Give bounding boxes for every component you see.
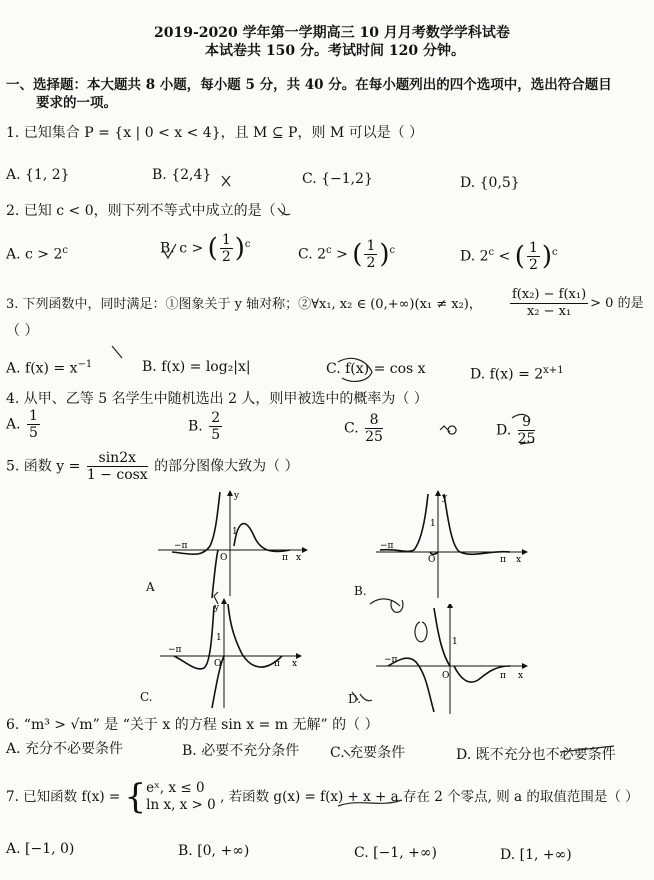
q1-option-d: D. {0,5} bbox=[460, 175, 520, 191]
svg-text:x: x bbox=[296, 553, 302, 563]
q4-option-b: B. $\frac{2}{5}$ bbox=[188, 410, 221, 443]
svg-text:x: x bbox=[292, 659, 298, 669]
q2-option-b: B. c > ( $\frac{1}{2}$ )$^c$ bbox=[160, 232, 251, 265]
q4-option-d: D. $\frac{9}{25}$ bbox=[496, 414, 536, 447]
q3-stem: 3. 下列函数中，同时满足：①图象关于 y 轴对称；②∀x₁, x₂ ∈ (0,+∞)(x₁ ≠ x₂)， bbox=[6, 297, 482, 312]
svg-text:x: x bbox=[518, 671, 524, 681]
svg-text:1: 1 bbox=[216, 633, 222, 643]
q6-option-a: A. 充分不必要条件 bbox=[6, 741, 124, 757]
graph-d-label: D. bbox=[348, 692, 362, 706]
q7-stem: 7. 已知函数 f(x) = { eˣ, x ≤ 0 ln x, x > 0 , 若函数 g(x) = f(x) + x + a 存在 2 个零点, 则 a 的取值范围是（ ） bbox=[6, 777, 639, 817]
svg-text:−π: −π bbox=[174, 541, 188, 551]
svg-text:O: O bbox=[220, 553, 228, 563]
q3-option-d: D. $f(x) = 2^{x+1}$ bbox=[470, 365, 564, 383]
q1-stem: 1. 已知集合 P = {x | 0 < x < 4}，且 M ⊆ P，则 M 可以是（ ） bbox=[6, 125, 424, 141]
svg-text:y: y bbox=[214, 603, 220, 613]
svg-text:O: O bbox=[442, 671, 450, 681]
q6-option-c: C. 充要条件 bbox=[330, 745, 406, 761]
svg-text:O: O bbox=[428, 555, 436, 565]
svg-text:π: π bbox=[500, 555, 506, 565]
q3-option-a: A. $f(x) = x^{-1}$ bbox=[6, 359, 93, 377]
svg-text:1: 1 bbox=[232, 527, 238, 537]
q6-stem: 6. “m³ > √m” 是 “关于 x 的方程 sin x = m 无解” 的（ ） bbox=[6, 717, 379, 733]
q4-option-a: A. $\frac{1}{5}$ bbox=[6, 408, 38, 441]
q1-option-c: C. {−1,2} bbox=[302, 171, 373, 187]
q7-option-c: C. [−1, +∞) bbox=[354, 845, 437, 861]
svg-text:π: π bbox=[500, 671, 506, 681]
svg-text:1: 1 bbox=[452, 637, 458, 647]
q4-option-c: C. $\frac{8}{25}$ bbox=[344, 412, 383, 445]
q3-fraction: $\frac{\text{f(x₂) − f(x₁)}}{\text{x₂ − x₁}}$ > 0 的是 bbox=[512, 287, 644, 319]
graph-a-label: A bbox=[146, 580, 155, 594]
svg-text:−π: −π bbox=[168, 645, 182, 655]
exam-title: 2019-2020 学年第一学期高三 10 月月考数学学科试卷 bbox=[154, 25, 510, 41]
svg-text:−π: −π bbox=[384, 655, 398, 665]
q1-option-a: A. {1, 2} bbox=[6, 167, 70, 183]
q5-stem: 5. 函数 y = $\frac{\sin 2x}{1 - \cos x}$ 的部分图像大致为（ ） bbox=[6, 450, 299, 483]
svg-text:x: x bbox=[516, 555, 522, 565]
svg-text:−π: −π bbox=[380, 541, 394, 551]
svg-text:O: O bbox=[214, 659, 222, 669]
graph-c-label: C. bbox=[140, 690, 153, 704]
q7-option-b: B. [0, +∞) bbox=[178, 843, 250, 859]
q2-option-a: A. $c > 2^c$ bbox=[6, 245, 68, 263]
q7-option-d: D. [1, +∞) bbox=[500, 847, 572, 863]
q7-option-a: A. [−1, 0) bbox=[6, 841, 75, 857]
svg-text:y: y bbox=[234, 491, 240, 501]
section-heading-cont: 要求的一项。 bbox=[36, 95, 117, 111]
graph-b-label: B. bbox=[354, 584, 367, 598]
q2-option-c: C. $2^c$ > ( $\frac{1}{2}$ )$^c$ bbox=[298, 238, 396, 271]
q3-option-b: B. f(x) = log₂|x| bbox=[142, 359, 251, 375]
q2-stem: 2. 已知 c < 0，则下列不等式中成立的是（ ） bbox=[6, 203, 295, 219]
q6-option-b: B. 必要不充分条件 bbox=[182, 743, 300, 759]
svg-text:y: y bbox=[442, 493, 448, 503]
svg-text:1: 1 bbox=[430, 519, 436, 529]
exam-subtitle: 本试卷共 150 分。考试时间 120 分钟。 bbox=[205, 43, 465, 59]
q4-stem: 4. 从甲、乙等 5 名学生中随机选出 2 人，则甲被选中的概率为（ ） bbox=[6, 391, 428, 407]
svg-text:π: π bbox=[274, 659, 280, 669]
q6-option-d: D. 既不充分也不必要条件 bbox=[456, 747, 616, 763]
q1-option-b: B. {2,4} bbox=[152, 167, 212, 183]
q3-option-c: C. f(x) = cos x bbox=[326, 361, 426, 377]
q3-paren: （ ） bbox=[6, 323, 39, 339]
section-heading: 一、选择题：本大题共 8 小题，每小题 5 分，共 40 分。在每小题列出的四个选项中，选出符合题目 bbox=[6, 77, 612, 93]
q2-option-d: D. $2^c$ < ( $\frac{1}{2}$ )$^c$ bbox=[460, 240, 558, 273]
svg-text:π: π bbox=[282, 553, 288, 563]
